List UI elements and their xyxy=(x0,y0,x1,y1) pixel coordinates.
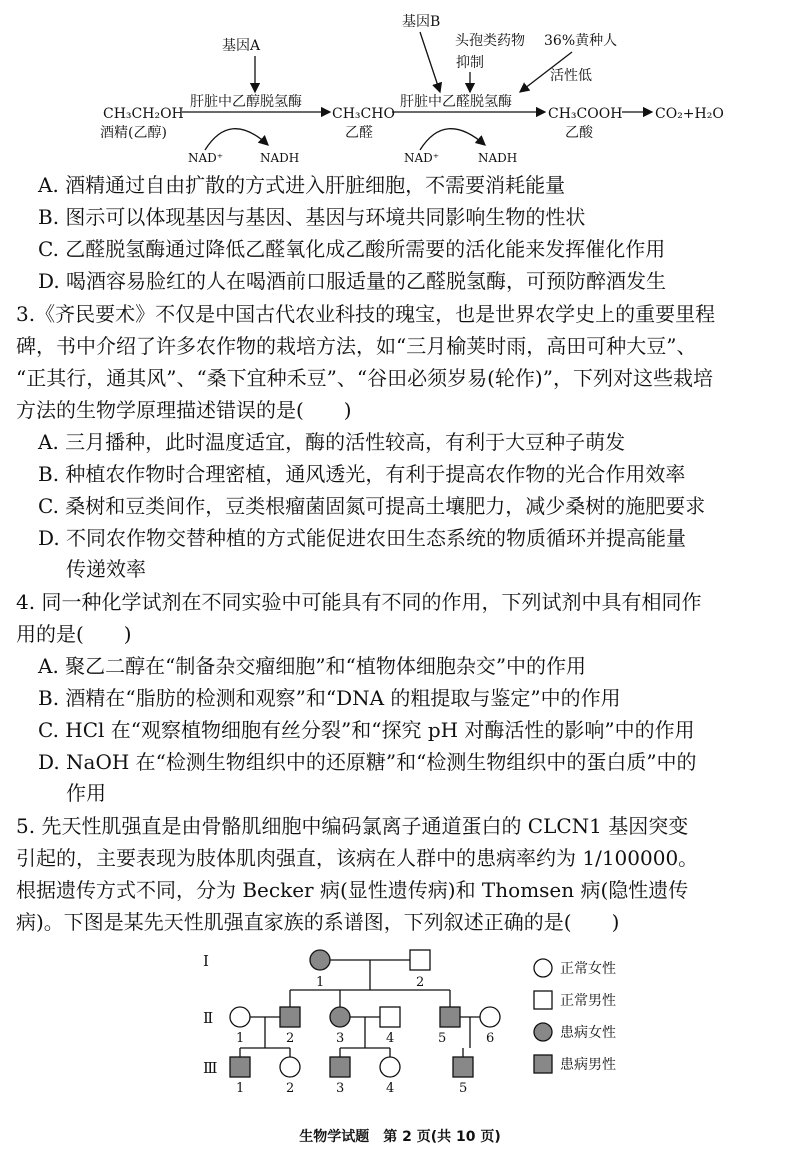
acetic-formula: CH₃COOH xyxy=(548,106,623,122)
yellow-race-label: 36%黄种人 xyxy=(544,33,618,49)
nadh-label-2: NADH xyxy=(478,151,518,165)
q3-option-b: B. 种植农作物时合理密植，通风透光，有利于提高农作物的光合作用效率 xyxy=(38,462,686,486)
q4-stem-2: 用的是( ) xyxy=(16,622,132,646)
q3-option-a: A. 三月播种，此时温度适宜，酶的活性较高，有利于大豆种子萌发 xyxy=(38,430,626,454)
q4-option-b: B. 酒精在“脂肪的检测和观察”和“DNA 的粗提取与鉴定”中的作用 xyxy=(38,686,621,710)
pedigree-ii1-normal-female xyxy=(230,1007,250,1027)
i-num-2: 2 xyxy=(416,975,425,990)
q5-stem-2: 引起的，主要表现为肢体肌肉强直，该病在人群中的患病率约为 1/100000。 xyxy=(16,846,699,870)
pedigree-i1-affected-female xyxy=(310,950,330,970)
q5-stem-4: 病)。下图是某先天性肌强直家族的系谱图，下列叙述正确的是( ) xyxy=(16,910,620,934)
q4-option-a: A. 聚乙二醇在“制备杂交瘤细胞”和“植物体细胞杂交”中的作用 xyxy=(38,654,587,678)
pedigree-ii5-affected-male xyxy=(440,1007,460,1027)
q3-stem-1: 3.《齐民要术》不仅是中国古代农业科技的瑰宝，也是世界农学史上的重要里程 xyxy=(16,302,716,326)
gen-label-1: I xyxy=(203,952,209,970)
pedigree-chart xyxy=(195,940,635,1100)
page-footer: 生物学试题 第 2 页(共 10 页) xyxy=(299,1129,501,1145)
legend-affected-female-symbol xyxy=(534,1023,552,1041)
pedigree-iii4-normal-female xyxy=(380,1057,400,1077)
pedigree-ii3-affected-female xyxy=(330,1007,350,1027)
acetic-name: 乙酸 xyxy=(565,125,593,141)
legend-affected-female: 患病女性 xyxy=(560,1025,616,1041)
nad-label-1: NAD⁺ xyxy=(188,151,224,165)
q4-stem-1: 4. 同一种化学试剂在不同实验中可能具有不同的作用，下列试剂中具有相同作 xyxy=(16,590,702,614)
pedigree-iii5-affected-male xyxy=(453,1057,473,1077)
acetaldehyde-name: 乙醛 xyxy=(345,125,373,141)
gene-b-label: 基因B xyxy=(402,14,441,30)
iii-num-4: 4 xyxy=(386,1081,395,1096)
metabolism-pathway-diagram xyxy=(0,0,800,170)
legend-affected-male: 患病男性 xyxy=(560,1057,616,1073)
iii-num-3: 3 xyxy=(336,1081,345,1096)
i-num-1: 1 xyxy=(316,975,325,990)
ii-num-1: 1 xyxy=(236,1031,245,1046)
legend-normal-female: 正常女性 xyxy=(560,961,616,977)
nadh-label-1: NADH xyxy=(260,151,300,165)
iii-num-5: 5 xyxy=(459,1081,468,1096)
low-activity-label: 活性低 xyxy=(550,68,592,84)
ethanol-name: 酒精(乙醇) xyxy=(100,125,167,141)
pedigree-ii6-normal-female xyxy=(480,1007,500,1027)
ethanol-formula: CH₃CH₂OH xyxy=(103,106,184,122)
ii-num-2: 2 xyxy=(286,1031,295,1046)
q3-option-d: D. 不同农作物交替种植的方式能促进农田生态系统的物质循环并提高能量 xyxy=(38,526,687,550)
legend-affected-male-symbol xyxy=(534,1055,552,1073)
gene-a-label: 基因A xyxy=(222,38,261,54)
q2-option-c: C. 乙醛脱氢酶通过降低乙醛氧化成乙酸所需要的活化能来发挥催化作用 xyxy=(38,237,666,261)
legend-normal-male-symbol xyxy=(534,991,552,1009)
pedigree-iii3-affected-male xyxy=(330,1057,350,1077)
enzyme2-label: 肝脏中乙醛脱氢酶 xyxy=(400,94,512,110)
iii-num-1: 1 xyxy=(236,1081,245,1096)
legend-normal-female-symbol xyxy=(534,959,552,977)
ii-num-6: 6 xyxy=(486,1031,495,1046)
pedigree-ii4-normal-male xyxy=(380,1007,400,1027)
ii-num-3: 3 xyxy=(336,1031,345,1046)
drug-label: 头孢类药物 xyxy=(455,33,525,49)
q5-stem-1: 5. 先天性肌强直是由骨骼肌细胞中编码氯离子通道蛋白的 CLCN1 基因突变 xyxy=(16,814,689,838)
q3-stem-3: “正其行，通其风”、“桑下宜种禾豆”、“谷田必须岁易(轮作)”，下列对这些栽培 xyxy=(16,366,713,390)
q4-option-d-cont: 作用 xyxy=(66,781,106,805)
nad-label-2: NAD⁺ xyxy=(404,151,440,165)
q3-stem-2: 碑，书中介绍了许多农作物的栽培方法，如“三月榆荚时雨，高田可种大豆”、 xyxy=(16,334,697,358)
acetaldehyde-formula: CH₃CHO xyxy=(332,106,395,122)
pedigree-ii2-affected-male xyxy=(280,1007,300,1027)
ii-num-4: 4 xyxy=(386,1031,395,1046)
pedigree-iii2-normal-female xyxy=(280,1057,300,1077)
products-label: CO₂+H₂O xyxy=(655,106,724,122)
q4-option-d: D. NaOH 在“检测生物组织中的还原糖”和“检测生物组织中的蛋白质”中的 xyxy=(38,750,697,774)
gen-label-3: Ⅲ xyxy=(203,1059,218,1077)
q5-stem-3: 根据遗传方式不同，分为 Becker 病(显性遗传病)和 Thomsen 病(隐性遗传 xyxy=(16,878,689,902)
pedigree-iii1-affected-male xyxy=(230,1057,250,1077)
enzyme1-label: 肝脏中乙醇脱氢酶 xyxy=(190,94,302,110)
q3-stem-4: 方法的生物学原理描述错误的是( ) xyxy=(16,398,352,422)
q2-option-d: D. 喝酒容易脸红的人在喝酒前口服适量的乙醛脱氢酶，可预防醉酒发生 xyxy=(38,269,667,293)
q3-option-c: C. 桑树和豆类间作，豆类根瘤菌固氮可提高土壤肥力，减少桑树的施肥要求 xyxy=(38,494,706,518)
gen-label-2: Ⅱ xyxy=(203,1009,214,1027)
q3-option-d-cont: 传递效率 xyxy=(66,557,146,581)
inhibit-label: 抑制 xyxy=(456,55,484,71)
q2-option-a: A. 酒精通过自由扩散的方式进入肝脏细胞，不需要消耗能量 xyxy=(38,173,566,197)
iii-num-2: 2 xyxy=(286,1081,295,1096)
q2-option-b: B. 图示可以体现基因与基因、基因与环境共同影响生物的性状 xyxy=(38,205,586,229)
pedigree-i2-normal-male xyxy=(410,950,430,970)
ii-num-5: 5 xyxy=(438,1031,447,1046)
q4-option-c: C. HCl 在“观察植物细胞有丝分裂”和“探究 pH 对酶活性的影响”中的作用 xyxy=(38,718,695,742)
legend-normal-male: 正常男性 xyxy=(560,993,616,1009)
